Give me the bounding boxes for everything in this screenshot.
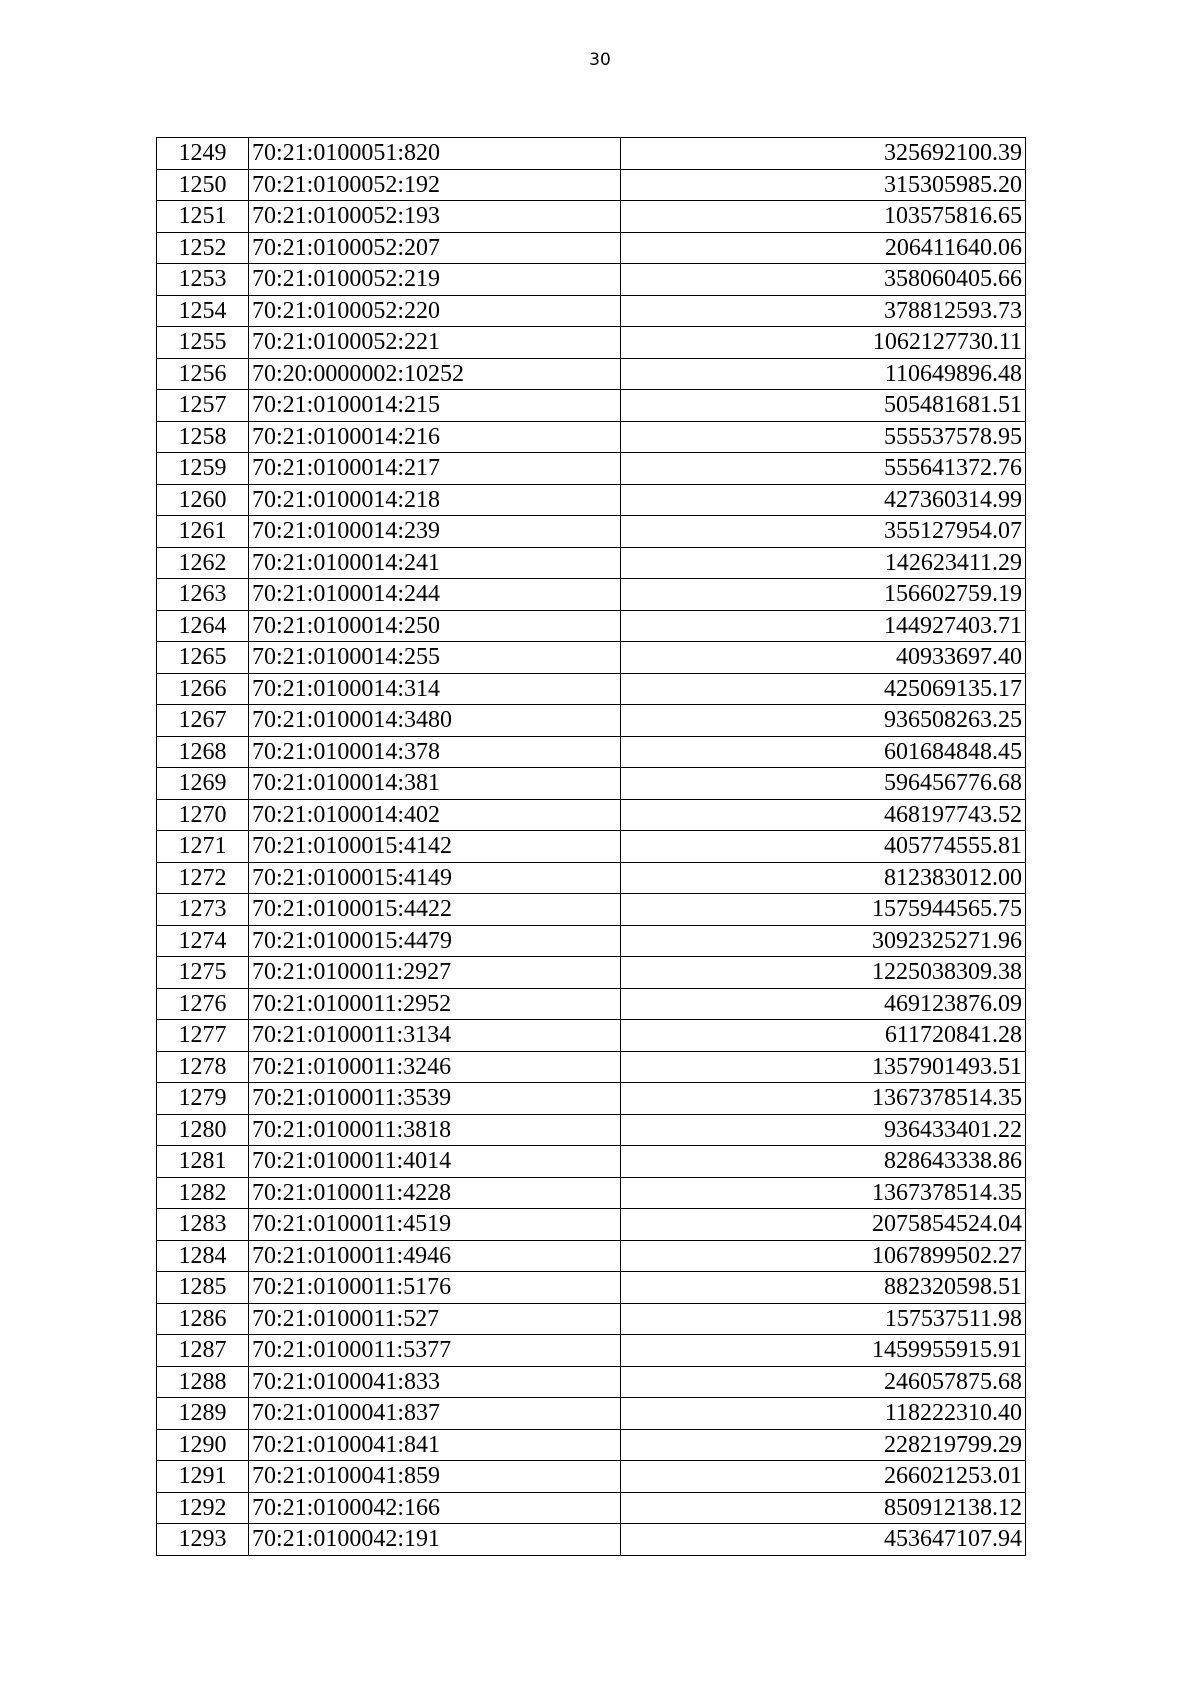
row-number: 1285 bbox=[157, 1272, 249, 1304]
cadastral-value: 555641372.76 bbox=[621, 453, 1026, 485]
row-number: 1278 bbox=[157, 1051, 249, 1083]
row-number: 1265 bbox=[157, 642, 249, 674]
row-number: 1266 bbox=[157, 673, 249, 705]
cadastral-value: 2075854524.04 bbox=[621, 1209, 1026, 1241]
table-row bbox=[157, 925, 1026, 957]
cadastral-number: 70:21:0100015:4479 bbox=[249, 925, 621, 957]
page-number: 30 bbox=[589, 50, 611, 70]
table-row bbox=[157, 799, 1026, 831]
row-number: 1252 bbox=[157, 232, 249, 264]
row-number: 1270 bbox=[157, 799, 249, 831]
cadastral-number: 70:21:0100041:859 bbox=[249, 1461, 621, 1493]
row-number: 1288 bbox=[157, 1366, 249, 1398]
row-number: 1271 bbox=[157, 831, 249, 863]
table-row bbox=[157, 1240, 1026, 1272]
cadastral-value: 355127954.07 bbox=[621, 516, 1026, 548]
table-row bbox=[157, 1114, 1026, 1146]
table-row bbox=[157, 673, 1026, 705]
cadastral-number: 70:21:0100014:241 bbox=[249, 547, 621, 579]
cadastral-number: 70:21:0100014:250 bbox=[249, 610, 621, 642]
cadastral-number: 70:21:0100014:3480 bbox=[249, 705, 621, 737]
cadastral-number: 70:21:0100011:4014 bbox=[249, 1146, 621, 1178]
cadastral-number: 70:21:0100052:193 bbox=[249, 201, 621, 233]
table-row bbox=[157, 453, 1026, 485]
cadastral-value: 156602759.19 bbox=[621, 579, 1026, 611]
table-row bbox=[157, 1429, 1026, 1461]
table-row bbox=[157, 232, 1026, 264]
row-number: 1287 bbox=[157, 1335, 249, 1367]
row-number: 1255 bbox=[157, 327, 249, 359]
cadastral-value: 601684848.45 bbox=[621, 736, 1026, 768]
table-row bbox=[157, 862, 1026, 894]
row-number: 1274 bbox=[157, 925, 249, 957]
table-row bbox=[157, 484, 1026, 516]
cadastral-value: 315305985.20 bbox=[621, 169, 1026, 201]
row-number: 1264 bbox=[157, 610, 249, 642]
table-row bbox=[157, 201, 1026, 233]
cadastral-number: 70:21:0100011:5377 bbox=[249, 1335, 621, 1367]
row-number: 1284 bbox=[157, 1240, 249, 1272]
row-number: 1257 bbox=[157, 390, 249, 422]
cadastral-value: 157537511.98 bbox=[621, 1303, 1026, 1335]
cadastral-value: 228219799.29 bbox=[621, 1429, 1026, 1461]
row-number: 1269 bbox=[157, 768, 249, 800]
cadastral-value: 469123876.09 bbox=[621, 988, 1026, 1020]
cadastral-value: 118222310.40 bbox=[621, 1398, 1026, 1430]
row-number: 1280 bbox=[157, 1114, 249, 1146]
table-row bbox=[157, 138, 1026, 170]
row-number: 1281 bbox=[157, 1146, 249, 1178]
table-row bbox=[157, 1083, 1026, 1115]
cadastral-number: 70:21:0100042:191 bbox=[249, 1524, 621, 1556]
cadastral-value: 936433401.22 bbox=[621, 1114, 1026, 1146]
cadastral-value: 425069135.17 bbox=[621, 673, 1026, 705]
row-number: 1262 bbox=[157, 547, 249, 579]
table-row bbox=[157, 579, 1026, 611]
cadastral-value: 850912138.12 bbox=[621, 1492, 1026, 1524]
table-row bbox=[157, 957, 1026, 989]
row-number: 1254 bbox=[157, 295, 249, 327]
row-number: 1273 bbox=[157, 894, 249, 926]
row-number: 1293 bbox=[157, 1524, 249, 1556]
table-row bbox=[157, 736, 1026, 768]
cadastral-value: 110649896.48 bbox=[621, 358, 1026, 390]
row-number: 1260 bbox=[157, 484, 249, 516]
cadastral-number: 70:21:0100014:217 bbox=[249, 453, 621, 485]
table-row bbox=[157, 169, 1026, 201]
cadastral-value: 144927403.71 bbox=[621, 610, 1026, 642]
cadastral-number: 70:21:0100041:837 bbox=[249, 1398, 621, 1430]
table-row bbox=[157, 390, 1026, 422]
cadastral-number: 70:21:0100011:3134 bbox=[249, 1020, 621, 1052]
row-number: 1251 bbox=[157, 201, 249, 233]
cadastral-value: 1225038309.38 bbox=[621, 957, 1026, 989]
cadastral-number: 70:21:0100052:207 bbox=[249, 232, 621, 264]
table-row bbox=[157, 1020, 1026, 1052]
cadastral-number: 70:21:0100015:4422 bbox=[249, 894, 621, 926]
cadastral-value: 936508263.25 bbox=[621, 705, 1026, 737]
cadastral-number: 70:21:0100011:2952 bbox=[249, 988, 621, 1020]
cadastral-value: 611720841.28 bbox=[621, 1020, 1026, 1052]
cadastral-number: 70:20:0000002:10252 bbox=[249, 358, 621, 390]
row-number: 1256 bbox=[157, 358, 249, 390]
cadastral-value: 505481681.51 bbox=[621, 390, 1026, 422]
cadastral-number: 70:21:0100015:4142 bbox=[249, 831, 621, 863]
cadastral-value: 378812593.73 bbox=[621, 295, 1026, 327]
table-row bbox=[157, 1335, 1026, 1367]
cadastral-value: 1357901493.51 bbox=[621, 1051, 1026, 1083]
row-number: 1291 bbox=[157, 1461, 249, 1493]
table-row bbox=[157, 894, 1026, 926]
cadastral-number: 70:21:0100011:3246 bbox=[249, 1051, 621, 1083]
table-row bbox=[157, 1209, 1026, 1241]
cadastral-number: 70:21:0100014:314 bbox=[249, 673, 621, 705]
row-number: 1249 bbox=[157, 138, 249, 170]
table-row bbox=[157, 1272, 1026, 1304]
cadastral-value: 405774555.81 bbox=[621, 831, 1026, 863]
cadastral-number: 70:21:0100052:192 bbox=[249, 169, 621, 201]
table-row bbox=[157, 264, 1026, 296]
table-row bbox=[157, 1492, 1026, 1524]
table-row bbox=[157, 295, 1026, 327]
cadastral-value: 1367378514.35 bbox=[621, 1177, 1026, 1209]
cadastral-value: 828643338.86 bbox=[621, 1146, 1026, 1178]
table-row bbox=[157, 705, 1026, 737]
row-number: 1290 bbox=[157, 1429, 249, 1461]
cadastral-number: 70:21:0100014:218 bbox=[249, 484, 621, 516]
table-row bbox=[157, 1303, 1026, 1335]
cadastral-number: 70:21:0100011:4228 bbox=[249, 1177, 621, 1209]
cadastral-value: 1575944565.75 bbox=[621, 894, 1026, 926]
cadastral-number: 70:21:0100011:4519 bbox=[249, 1209, 621, 1241]
row-number: 1272 bbox=[157, 862, 249, 894]
cadastral-value: 206411640.06 bbox=[621, 232, 1026, 264]
cadastral-number: 70:21:0100042:166 bbox=[249, 1492, 621, 1524]
cadastral-value: 325692100.39 bbox=[621, 138, 1026, 170]
cadastral-number: 70:21:0100041:841 bbox=[249, 1429, 621, 1461]
cadastral-value: 1067899502.27 bbox=[621, 1240, 1026, 1272]
cadastral-number: 70:21:0100014:244 bbox=[249, 579, 621, 611]
cadastral-value: 3092325271.96 bbox=[621, 925, 1026, 957]
row-number: 1268 bbox=[157, 736, 249, 768]
cadastral-number: 70:21:0100014:239 bbox=[249, 516, 621, 548]
cadastral-number: 70:21:0100052:221 bbox=[249, 327, 621, 359]
row-number: 1286 bbox=[157, 1303, 249, 1335]
cadastral-value: 1367378514.35 bbox=[621, 1083, 1026, 1115]
cadastral-number: 70:21:0100052:220 bbox=[249, 295, 621, 327]
cadastral-value: 453647107.94 bbox=[621, 1524, 1026, 1556]
row-number: 1250 bbox=[157, 169, 249, 201]
row-number: 1258 bbox=[157, 421, 249, 453]
cadastral-number: 70:21:0100011:527 bbox=[249, 1303, 621, 1335]
cadastral-value: 468197743.52 bbox=[621, 799, 1026, 831]
row-number: 1276 bbox=[157, 988, 249, 1020]
cadastral-number: 70:21:0100011:3539 bbox=[249, 1083, 621, 1115]
row-number: 1263 bbox=[157, 579, 249, 611]
cadastral-number: 70:21:0100011:2927 bbox=[249, 957, 621, 989]
table-row bbox=[157, 1177, 1026, 1209]
table-row bbox=[157, 1398, 1026, 1430]
row-number: 1259 bbox=[157, 453, 249, 485]
cadastral-value: 596456776.68 bbox=[621, 768, 1026, 800]
cadastral-number: 70:21:0100014:378 bbox=[249, 736, 621, 768]
cadastral-value: 427360314.99 bbox=[621, 484, 1026, 516]
row-number: 1279 bbox=[157, 1083, 249, 1115]
row-number: 1261 bbox=[157, 516, 249, 548]
table-row bbox=[157, 358, 1026, 390]
cadastral-value: 142623411.29 bbox=[621, 547, 1026, 579]
table-row bbox=[157, 1461, 1026, 1493]
table-row bbox=[157, 768, 1026, 800]
table-row bbox=[157, 988, 1026, 1020]
cadastral-number: 70:21:0100011:5176 bbox=[249, 1272, 621, 1304]
cadastral-number: 70:21:0100011:3818 bbox=[249, 1114, 621, 1146]
table-row bbox=[157, 1524, 1026, 1556]
cadastral-value: 40933697.40 bbox=[621, 642, 1026, 674]
cadastral-number: 70:21:0100014:255 bbox=[249, 642, 621, 674]
table-row bbox=[157, 421, 1026, 453]
row-number: 1292 bbox=[157, 1492, 249, 1524]
row-number: 1277 bbox=[157, 1020, 249, 1052]
cadastral-value: 246057875.68 bbox=[621, 1366, 1026, 1398]
table-row bbox=[157, 1146, 1026, 1178]
cadastral-value-table bbox=[156, 137, 1026, 1556]
table-row bbox=[157, 610, 1026, 642]
cadastral-number: 70:21:0100014:381 bbox=[249, 768, 621, 800]
cadastral-value: 103575816.65 bbox=[621, 201, 1026, 233]
table-row bbox=[157, 1366, 1026, 1398]
row-number: 1282 bbox=[157, 1177, 249, 1209]
cadastral-value: 1459955915.91 bbox=[621, 1335, 1026, 1367]
table-row bbox=[157, 327, 1026, 359]
table-row bbox=[157, 642, 1026, 674]
table-row bbox=[157, 1051, 1026, 1083]
cadastral-number: 70:21:0100014:215 bbox=[249, 390, 621, 422]
cadastral-number: 70:21:0100011:4946 bbox=[249, 1240, 621, 1272]
table-body bbox=[157, 138, 1026, 1556]
row-number: 1283 bbox=[157, 1209, 249, 1241]
cadastral-value: 1062127730.11 bbox=[621, 327, 1026, 359]
table-row bbox=[157, 516, 1026, 548]
row-number: 1267 bbox=[157, 705, 249, 737]
table-row bbox=[157, 831, 1026, 863]
cadastral-number: 70:21:0100051:820 bbox=[249, 138, 621, 170]
row-number: 1289 bbox=[157, 1398, 249, 1430]
cadastral-value: 812383012.00 bbox=[621, 862, 1026, 894]
table-row bbox=[157, 547, 1026, 579]
cadastral-number: 70:21:0100014:216 bbox=[249, 421, 621, 453]
cadastral-number: 70:21:0100052:219 bbox=[249, 264, 621, 296]
cadastral-number: 70:21:0100041:833 bbox=[249, 1366, 621, 1398]
cadastral-number: 70:21:0100014:402 bbox=[249, 799, 621, 831]
row-number: 1275 bbox=[157, 957, 249, 989]
cadastral-value: 266021253.01 bbox=[621, 1461, 1026, 1493]
cadastral-value: 882320598.51 bbox=[621, 1272, 1026, 1304]
cadastral-number: 70:21:0100015:4149 bbox=[249, 862, 621, 894]
cadastral-value: 358060405.66 bbox=[621, 264, 1026, 296]
cadastral-value: 555537578.95 bbox=[621, 421, 1026, 453]
row-number: 1253 bbox=[157, 264, 249, 296]
